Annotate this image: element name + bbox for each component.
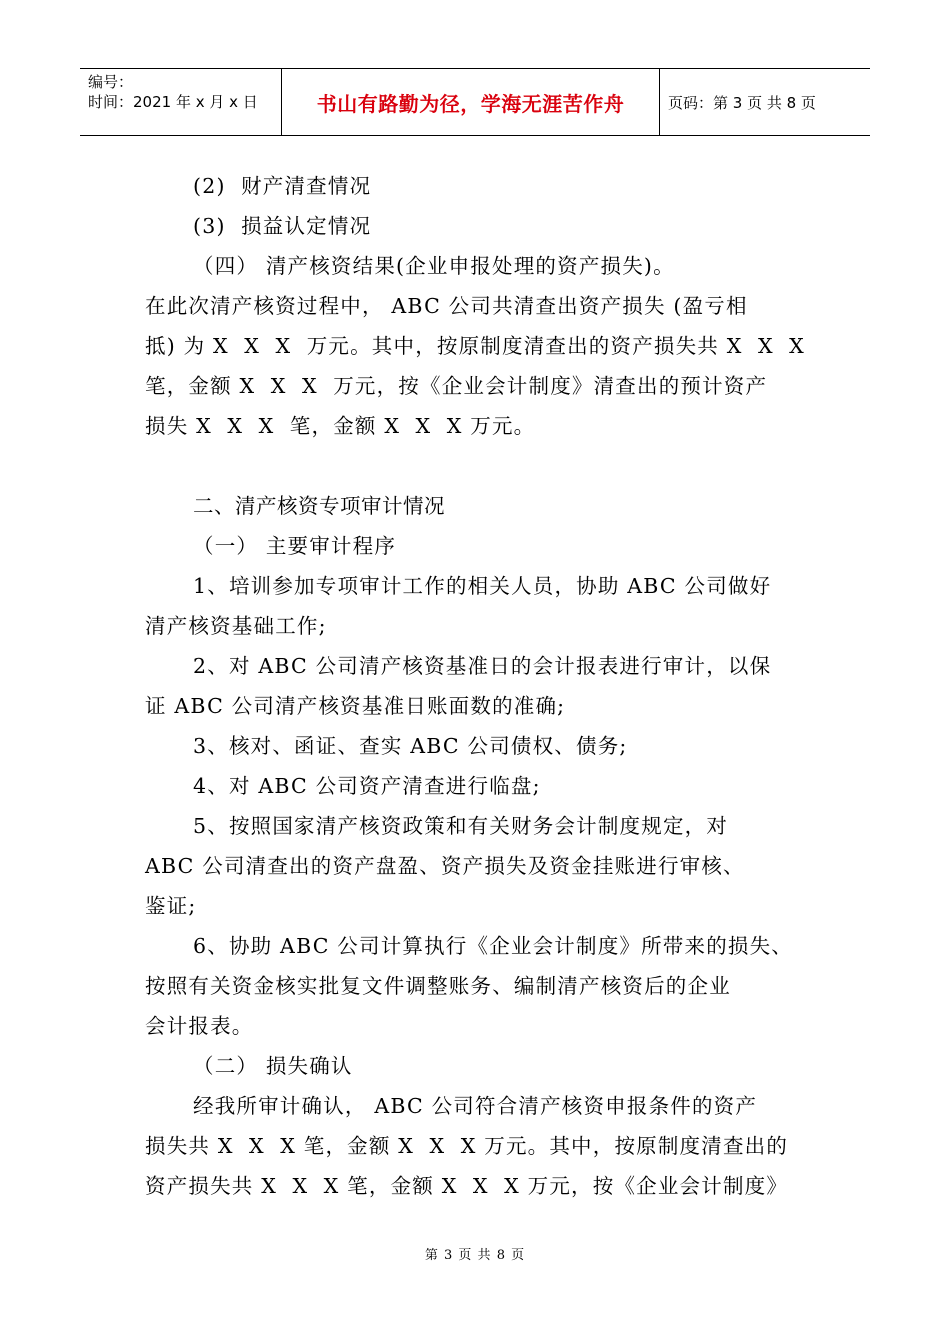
list-item-continuation: 鉴证; (145, 894, 197, 918)
subsection-two-title: （二） 损失确认 (193, 1054, 353, 1078)
paragraph-line: 损失共 X X X 笔，金额 X X X 万元。其中，按原制度清查出的 (145, 1134, 789, 1158)
list-item: 2、对 ABC 公司清产核资基准日的会计报表进行审计，以保 (193, 654, 772, 678)
list-item: 5、按照国家清产核资政策和有关财务会计制度规定，对 (193, 814, 729, 838)
list-item-continuation: 证 ABC 公司清产核资基准日账面数的准确; (145, 694, 566, 718)
paragraph-line: (2) 财产清查情况 (193, 174, 372, 198)
header-page-info: 页码：第 3 页 共 8 页 (668, 93, 816, 112)
paragraph-spacer (145, 446, 815, 486)
paragraph-line: 在此次清产核资过程中， ABC 公司共清查出资产损失 (盈亏相 (145, 294, 748, 318)
section-two-title: 二、清产核资专项审计情况 (193, 494, 445, 518)
paragraph-line: 资产损失共 X X X 笔，金额 X X X 万元，按《企业会计制度》 (145, 1174, 789, 1198)
header-meta-cell (80, 69, 282, 135)
subsection-one-title: （一） 主要审计程序 (193, 534, 397, 558)
paragraph-line: (3) 损益认定情况 (193, 214, 372, 238)
document-date: 时间：2021 年 x 月 x 日 (88, 93, 258, 111)
paragraph-line: 抵) 为 X X X 万元。其中，按原制度清查出的资产损失共 X X X (145, 334, 805, 358)
list-item-continuation: 会计报表。 (145, 1014, 254, 1038)
list-item: 6、协助 ABC 公司计算执行《企业会计制度》所带来的损失、 (193, 934, 794, 958)
header-motto: 书山有路勤为径，学海无涯苦作舟 (282, 69, 660, 135)
paragraph-line: （四） 清产核资结果(企业申报处理的资产损失)。 (193, 254, 675, 278)
page-header (80, 68, 870, 136)
document-body (145, 166, 815, 1206)
document-number-label: 编号： (88, 73, 134, 91)
paragraph-line: 损失 X X X 笔，金额 X X X 万元。 (145, 414, 536, 438)
list-item-continuation: 按照有关资金核实批复文件调整账务、编制清产核资后的企业 (145, 974, 731, 998)
list-item: 3、核对、函证、查实 ABC 公司债权、债务; (193, 734, 628, 758)
list-item-continuation: 清产核资基础工作; (145, 614, 327, 638)
paragraph-line: 笔，金额 X X X 万元，按《企业会计制度》清查出的预计资产 (145, 374, 768, 398)
list-item: 1、培训参加专项审计工作的相关人员，协助 ABC 公司做好 (193, 574, 772, 598)
list-item: 4、对 ABC 公司资产清查进行临盘; (193, 774, 541, 798)
paragraph-line: 经我所审计确认， ABC 公司符合清产核资申报条件的资产 (193, 1094, 758, 1118)
page-footer: 第 3 页 共 8 页 (424, 1248, 526, 1263)
list-item-continuation: ABC 公司清查出的资产盘盈、资产损失及资金挂账进行审核、 (145, 854, 745, 878)
